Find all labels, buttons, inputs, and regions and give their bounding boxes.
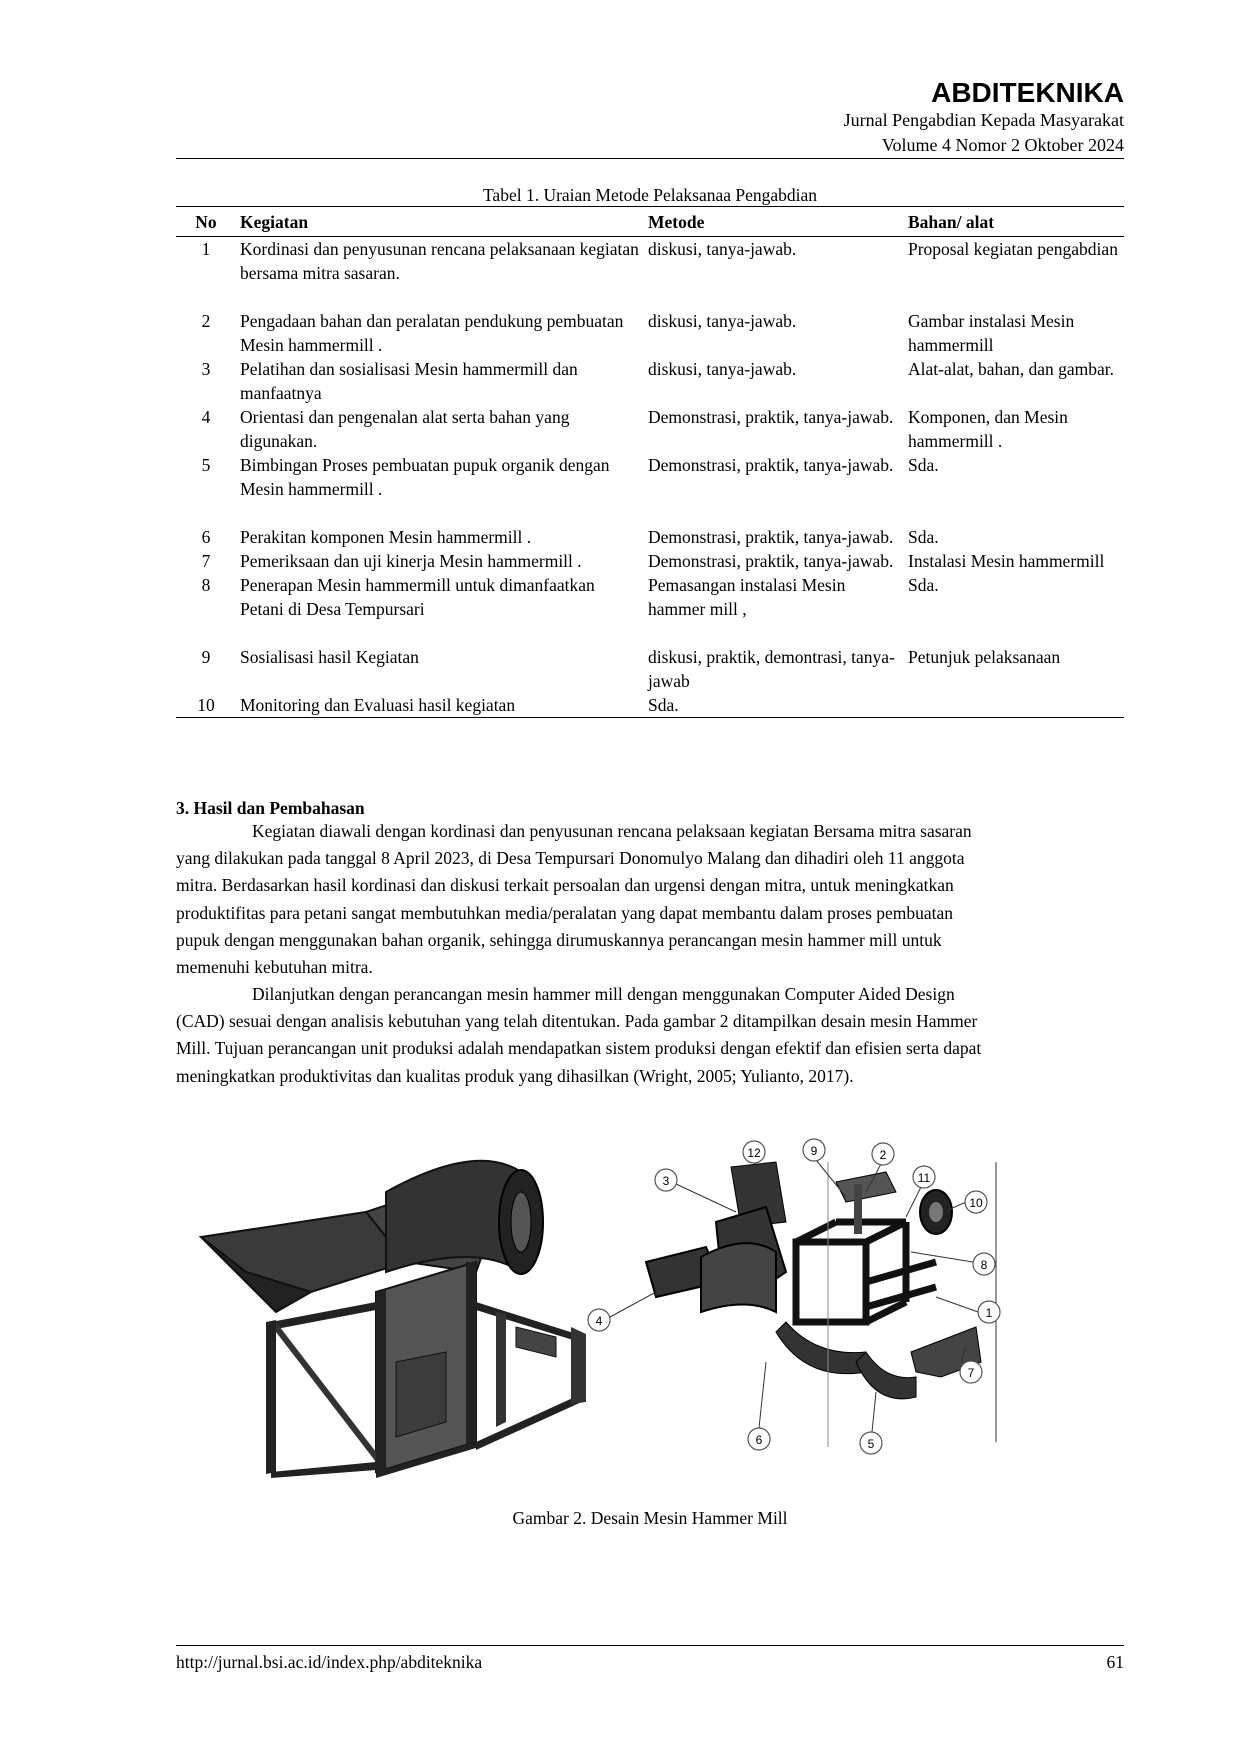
table-row: 10 Monitoring dan Evaluasi hasil kegiatan Sda. bbox=[176, 693, 1124, 718]
callout-5 bbox=[860, 1392, 882, 1454]
svg-text:10: 10 bbox=[969, 1196, 983, 1210]
svg-text:12: 12 bbox=[747, 1146, 761, 1160]
hammer-mill-drawing bbox=[176, 1122, 1124, 1502]
table-row: 3 Pelatihan dan sosialisasi Mesin hammermill dan manfaatnya diskusi, tanya-jawab. Alat-alat, bahan, dan gambar. bbox=[201, 359, 1115, 403]
journal-subtitle: Jurnal Pengabdian Kepada Masyarakat bbox=[843, 110, 1124, 130]
callout-4 bbox=[588, 1292, 656, 1331]
table-caption: Tabel 1. Uraian Metode Pelaksanaa Pengabdian bbox=[482, 185, 818, 205]
assembled-machine-illustration bbox=[201, 1161, 586, 1478]
journal-volume: Volume 4 Nomor 2 Oktober 2024 bbox=[881, 135, 1124, 155]
header-no: No bbox=[176, 207, 236, 237]
table-row: 9 Sosialisasi hasil Kegiatan diskusi, praktik, demontrasi, tanya-jawab Petunjuk pelaksanaan bbox=[201, 647, 1061, 691]
header-bahan: Bahan/ alat bbox=[904, 207, 1124, 237]
hammer-mill-figure bbox=[176, 1122, 1124, 1502]
callout-9 bbox=[803, 1139, 846, 1197]
page-header bbox=[176, 78, 1124, 158]
methods-table bbox=[176, 206, 1124, 718]
svg-text:2: 2 bbox=[879, 1148, 887, 1162]
table-row: 8 Penerapan Mesin hammermill untuk dimanfaatkan Petani di Desa Tempursari Pemasangan instalasi Mesin hammer mill , Sda. bbox=[201, 575, 939, 619]
svg-text:5: 5 bbox=[867, 1437, 875, 1451]
footer-url: http://jurnal.bsi.ac.id/index.php/abditeknika bbox=[176, 1652, 483, 1672]
callout-6 bbox=[748, 1362, 770, 1450]
svg-text:7: 7 bbox=[967, 1366, 975, 1380]
paragraph-1: Kegiatan diawali dengan kordinasi dan penyusunan rencana pelaksaan kegiatan Bersama mitra sasaran yang dilakukan pada tanggal 8 April 2023, di Desa Tempursari Donomulyo Malang dan dihadiri oleh 11 anggota mitra. Berdasarkan hasil kordinasi dan diskusi terkait persoalan dan urgensi dengan mitra, untuk meningkatkan produktifitas para petani sangat membutuhkan media/peralatan yang dapat membantu dalam proses pembuatan pupuk dengan menggunakan bahan organik, sehingga dirumuskannya perancangan mesin hammer mill untuk memenuhi kebutuhan mitra. bbox=[176, 821, 972, 978]
svg-text:1: 1 bbox=[985, 1306, 993, 1320]
section-title: 3. Hasil dan Pembahasan bbox=[176, 798, 365, 818]
paragraph-2: Dilanjutkan dengan perancangan mesin hammer mill dengan menggunakan Computer Aided Design (CAD) sesuai dengan analisis kebutuhan yang telah ditentukan. Pada gambar 2 ditampilkan desain mesin Hammer Mill. Tujuan perancangan unit produksi adalah mendapatkan sistem produksi dengan efektif dan efisien serta dapat meningkatkan produktivitas dan kualitas produk yang dihasilkan (Wright, 2005; Yulianto, 2017). bbox=[176, 984, 982, 1086]
header-metode: Metode bbox=[644, 207, 904, 237]
svg-text:4: 4 bbox=[595, 1314, 603, 1328]
svg-text:3: 3 bbox=[662, 1174, 670, 1188]
svg-text:11: 11 bbox=[917, 1171, 931, 1185]
table-row: 7 Pemeriksaan dan uji kinerja Mesin hammermill . Demonstrasi, praktik, tanya-jawab. Instalasi Mesin hammermill bbox=[201, 551, 1105, 571]
exploded-view-illustration bbox=[646, 1162, 996, 1447]
page-number: 61 bbox=[1106, 1652, 1124, 1672]
table-row: 5 Bimbingan Proses pembuatan pupuk organik dengan Mesin hammermill . Demonstrasi, praktik, tanya-jawab. Sda. bbox=[201, 455, 939, 499]
svg-text:9: 9 bbox=[810, 1144, 818, 1158]
figure-caption: Gambar 2. Desain Mesin Hammer Mill bbox=[512, 1508, 788, 1528]
svg-text:6: 6 bbox=[755, 1433, 763, 1447]
callout-3 bbox=[655, 1169, 736, 1212]
table-header-row bbox=[176, 207, 1124, 237]
callout-10 bbox=[948, 1191, 987, 1213]
table-row: 1 Kordinasi dan penyusunan rencana pelaksanaan kegiatan bersama mitra sasaran. diskusi, tanya-jawab. Proposal kegiatan pengabdian bbox=[201, 239, 1118, 283]
svg-text:8: 8 bbox=[980, 1258, 988, 1272]
header-divider bbox=[176, 158, 1124, 159]
table-row: 2 Pengadaan bahan dan peralatan pendukung pembuatan Mesin hammermill . diskusi, tanya-jawab. Gambar instalasi Mesin hammermill bbox=[201, 311, 1075, 355]
table-row: 4 Orientasi dan pengenalan alat serta bahan yang digunakan. Demonstrasi, praktik, tanya-jawab. Komponen, dan Mesin hammermill . bbox=[201, 407, 1068, 451]
header-kegiatan: Kegiatan bbox=[236, 207, 644, 237]
table-row: 6 Perakitan komponen Mesin hammermill . Demonstrasi, praktik, tanya-jawab. Sda. bbox=[201, 527, 939, 547]
footer-divider bbox=[176, 1645, 1124, 1646]
journal-name: ABDITEKNIKA bbox=[931, 77, 1124, 108]
callout-1 bbox=[936, 1297, 1000, 1323]
